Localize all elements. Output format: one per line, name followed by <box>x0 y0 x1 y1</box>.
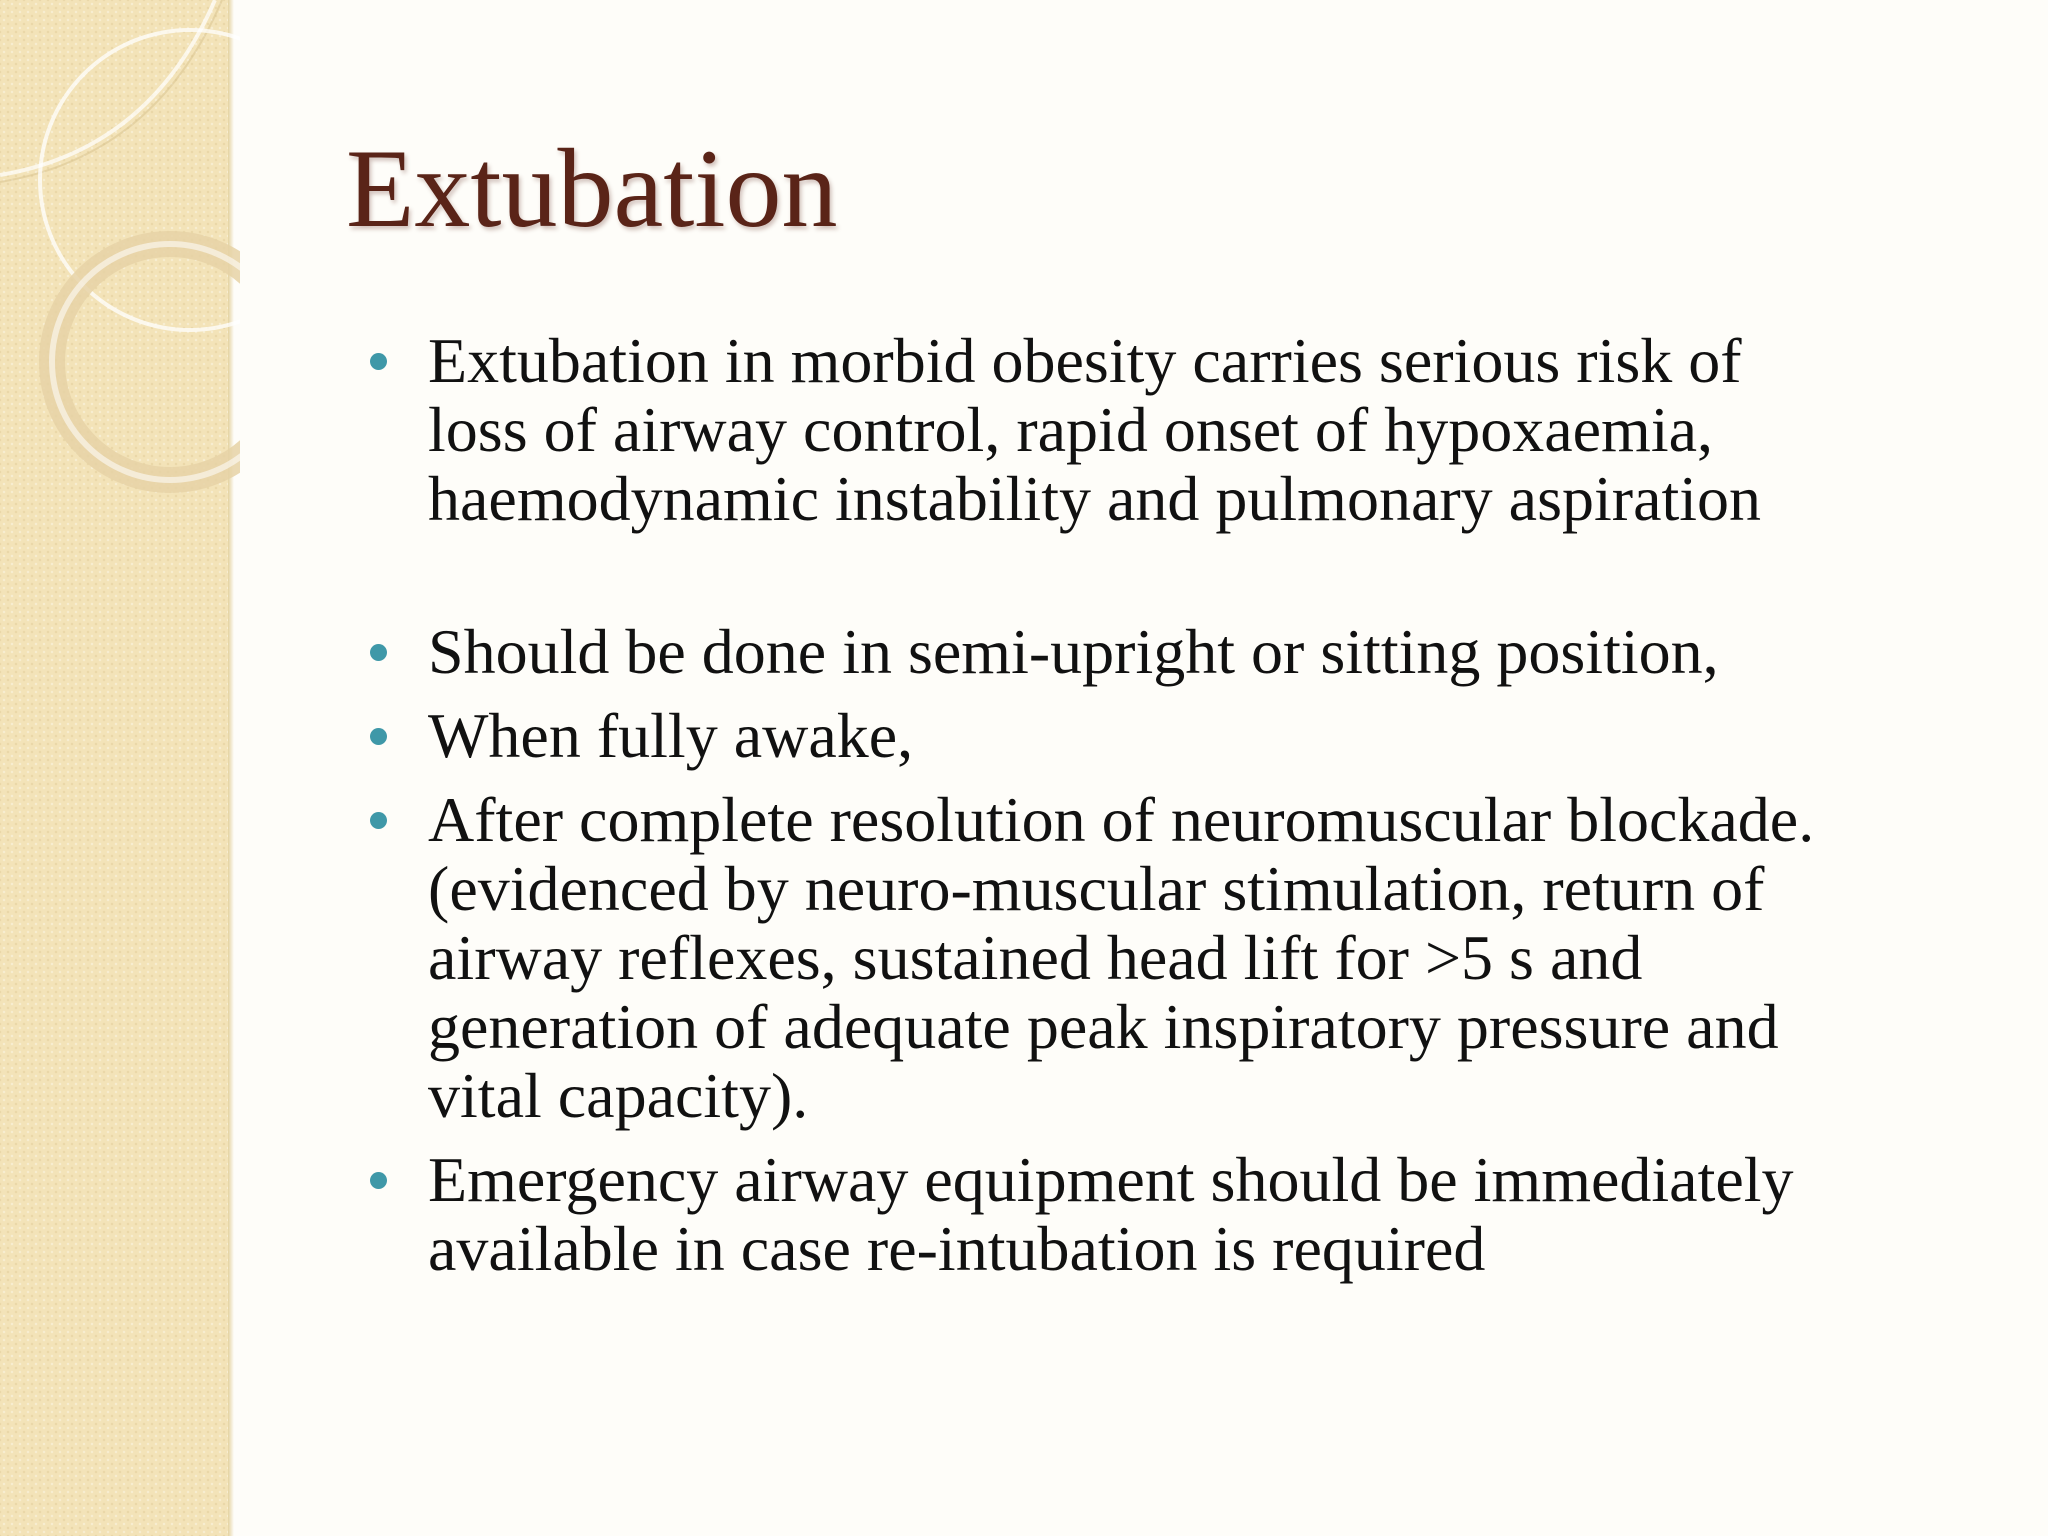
bullet-position <box>346 617 2026 686</box>
bullet-dot <box>370 1172 387 1189</box>
bullet-text-line: (evidenced by neuro-muscular stimulation, return of <box>428 853 1765 924</box>
bullet-dot <box>370 812 387 829</box>
bullet-dot <box>370 353 387 370</box>
bullet-text-line: haemodynamic instability and pulmonary aspiration <box>428 463 1762 534</box>
decorative-rings <box>0 0 240 520</box>
bullet-text-line: After complete resolution of neuromuscular blockade. <box>428 784 1815 855</box>
bullet-text-line: vital capacity). <box>428 1060 809 1131</box>
medium-ring <box>52 244 240 480</box>
corner-arc-shadow <box>0 0 222 182</box>
bullet-text-line: loss of airway control, rapid onset of hypoxaemia, <box>428 394 1713 465</box>
bullet-dot <box>370 644 387 661</box>
bullet-neuromuscular-blockade <box>346 785 2026 1130</box>
bullet-emergency-equipment <box>346 1145 2026 1283</box>
bullet-text-line: Emergency airway equipment should be immediately <box>428 1144 1794 1215</box>
bullet-text-line: When fully awake, <box>428 700 914 771</box>
bullet-dot <box>370 728 387 745</box>
slide-title: Extubation <box>346 127 838 251</box>
bullet-text-line: airway reflexes, sustained head lift for >5 s and <box>428 922 1643 993</box>
bullet-text-line: generation of adequate peak inspiratory pressure and <box>428 991 1779 1062</box>
corner-arc <box>0 0 215 175</box>
bullet-awake <box>346 701 2026 770</box>
bullet-text-line: Should be done in semi-upright or sitting position, <box>428 616 1719 687</box>
bullet-list <box>346 326 2026 1298</box>
bullet-text-line: available in case re-intubation is required <box>428 1213 1486 1284</box>
bullet-extubation-risk <box>346 326 2026 533</box>
bullet-text-line: Extubation in morbid obesity carries serious risk of <box>428 325 1742 396</box>
